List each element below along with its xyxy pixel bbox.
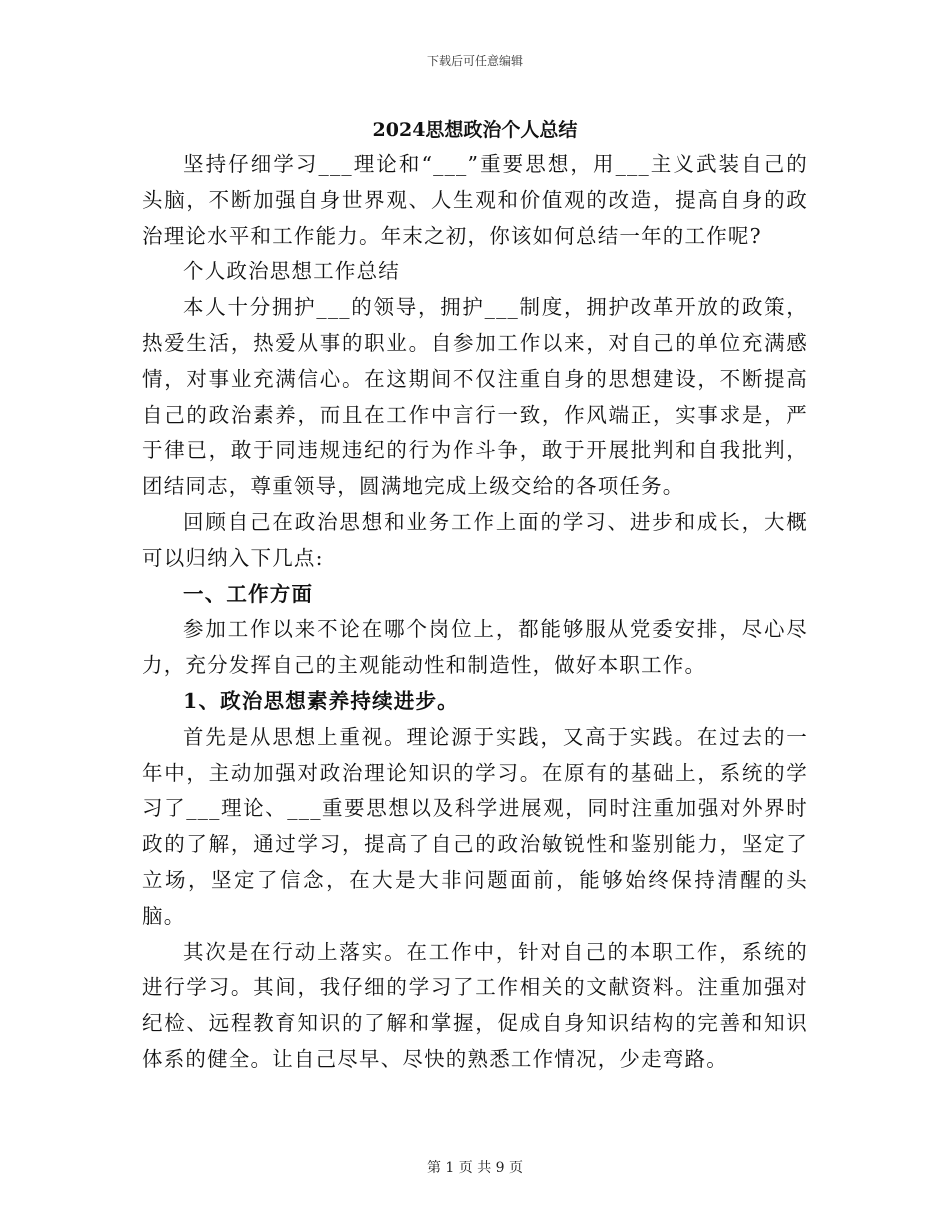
paragraph: 回顾自己在政治思想和业务工作上面的学习、进步和成长，大概可以归纳入下几点: <box>142 509 808 570</box>
page-number: 第 1 页 共 9 页 <box>426 1160 524 1176</box>
document-body <box>142 147 808 1078</box>
section-heading: 一、工作方面 <box>183 581 314 606</box>
document-title: 2024思想政治个人总结 <box>372 119 578 141</box>
paragraph: 坚持仔细学习___理论和“___”重要思想，用___主义武装自己的头脑，不断加强自身世界观、人生观和价值观的改造，提高自身的政治理论水平和工作能力。年末之初，你该如何总结一年的工作呢? <box>142 152 808 248</box>
paragraph: 其次是在行动上落实。在工作中，针对自己的本职工作，系统的进行学习。其间，我仔细的学习了工作相关的文献资料。注重加强对纪检、远程教育知识的了解和掌握，促成自身知识结构的完善和知识体系的健全。让自己尽早、尽快的熟悉工作情况，少走弯路。 <box>142 939 808 1071</box>
paragraph: 参加工作以来不论在哪个岗位上，都能够服从党委安排，尽心尽力，充分发挥自己的主观能动性和制造性，做好本职工作。 <box>142 617 808 678</box>
paragraph: 首先是从思想上重视。理论源于实践，又高于实践。在过去的一年中，主动加强对政治理论知识的学习。在原有的基础上，系统的学习了___理论、___重要思想以及科学进展观，同时注重加强对外界时政的了解，通过学习，提高了自己的政治敏锐性和鉴别能力，坚定了立场，坚定了信念，在大是大非问题面前，能够始终保持清醒的头脑。 <box>142 724 808 928</box>
subsection-heading: 1、政治思想素养持续进步。 <box>183 688 459 713</box>
subtitle-paragraph: 个人政治思想工作总结 <box>183 259 400 284</box>
download-note: 下载后可任意编辑 <box>426 54 523 68</box>
paragraph: 本人十分拥护___的领导，拥护___制度，拥护改革开放的政策，热爱生活，热爱从事的职业。自参加工作以来，对自己的单位充满感情，对事业充满信心。在这期间不仅注重自身的思想建设，不断提高自己的政治素养，而且在工作中言行一致，作风端正，实事求是，严于律已，敢于同违规违纪的行为作斗争，敢于开展批判和自我批判，团结同志，尊重领导，圆满地完成上级交给的各项任务。 <box>142 295 808 499</box>
